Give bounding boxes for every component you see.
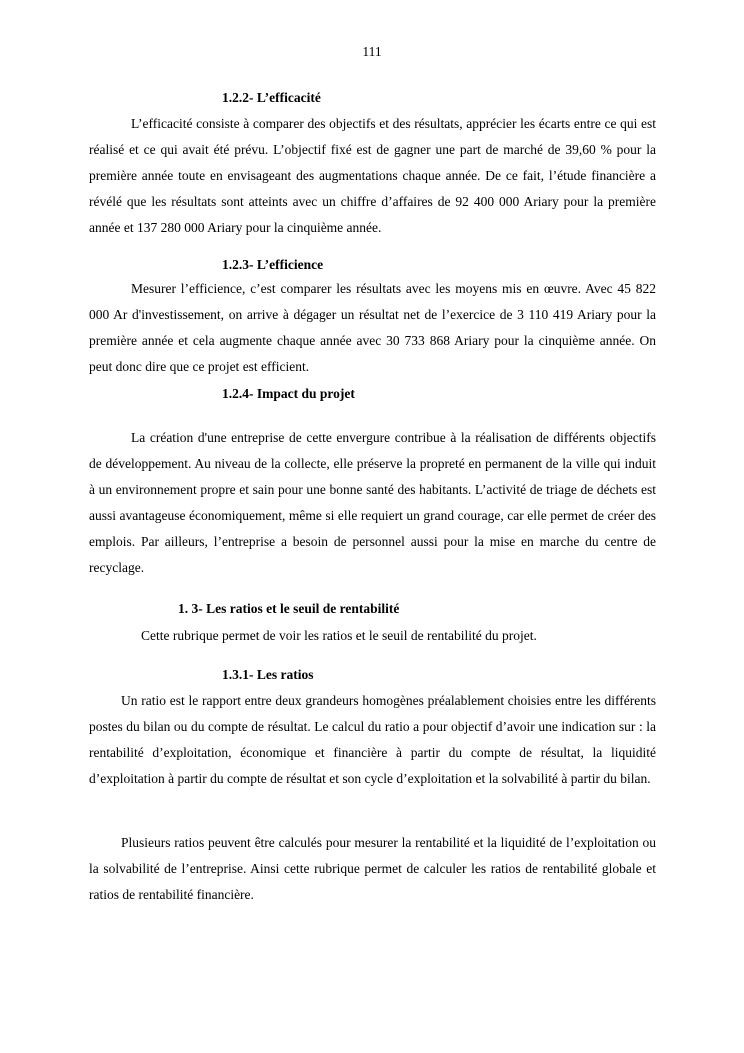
paragraph-efficacite: L’efficacité consiste à comparer des objectifs et des résultats, apprécier les écarts entre ce qui est réalisé et ce qui avait été prévu. L’objectif fixé est de gagner une part de marché de 39,60 % pour la première année toute en envisageant des augmentations chaque année. De ce fait, l’étude financière a révélé que les résultats sont atteints avec un chiffre d’affaires de 92 400 000 Ariary pour la première année et 137 280 000 Ariary pour la cinquième année. [89, 116, 656, 235]
intro-ratios-seuil: Cette rubrique permet de voir les ratios et le seuil de rentabilité du projet. [141, 628, 537, 643]
paragraph-impact: La création d'une entreprise de cette envergure contribue à la réalisation de différents objectifs de développement. Au niveau de la collecte, elle préserve la propreté en permanent de la ville qui induit à un environnement propre et sain pour une bonne santé des habitants. L’activité de triage de déchets est aussi avantageuse économiquement, même si elle requiert un grand courage, car elle permet de créer des emplois. Par ailleurs, l’entreprise a besoin de personnel aussi pour la mise en marche du centre de recyclage. [89, 430, 656, 575]
heading-impact-du-projet: 1.2.4- Impact du projet [222, 386, 355, 401]
paragraph-ratios-definition: Un ratio est le rapport entre deux grandeurs homogènes préalablement choisies entre les différents postes du bilan ou du compte de résultat. Le calcul du ratio a pour objectif d’avoir une indication sur : la rentabilité d’exploitation, économique et financière à partir du compte de résultat, la liquidité d’exploitation à partir du compte de résultat et son cycle d’exploitation et la solvabilité à partir du bilan. [89, 693, 656, 786]
heading-ratios-seuil: 1. 3- Les ratios et le seuil de rentabilité [178, 601, 400, 616]
paragraph-ratios-plusieurs: Plusieurs ratios peuvent être calculés pour mesurer la rentabilité et la liquidité de l’exploitation ou la solvabilité de l’entreprise. Ainsi cette rubrique permet de calculer les ratios de rentabilité globale et ratios de rentabilité financière. [89, 835, 656, 902]
heading-les-ratios: 1.3.1- Les ratios [222, 667, 314, 682]
heading-efficacite: 1.2.2- L’efficacité [222, 90, 321, 105]
page-number: 111 [362, 44, 382, 59]
paragraph-efficience: Mesurer l’efficience, c’est comparer les résultats avec les moyens mis en œuvre. Avec 45 822 000 Ar d'investissement, on arrive à dégager un résultat net de l’exercice de 3 110 419 Ariary pour la première année et cela augmente chaque année avec 30 733 868 Ariary pour la cinquième année. On peut donc dire que ce projet est efficient. [89, 281, 656, 374]
heading-efficience: 1.2.3- L’efficience [222, 257, 324, 272]
